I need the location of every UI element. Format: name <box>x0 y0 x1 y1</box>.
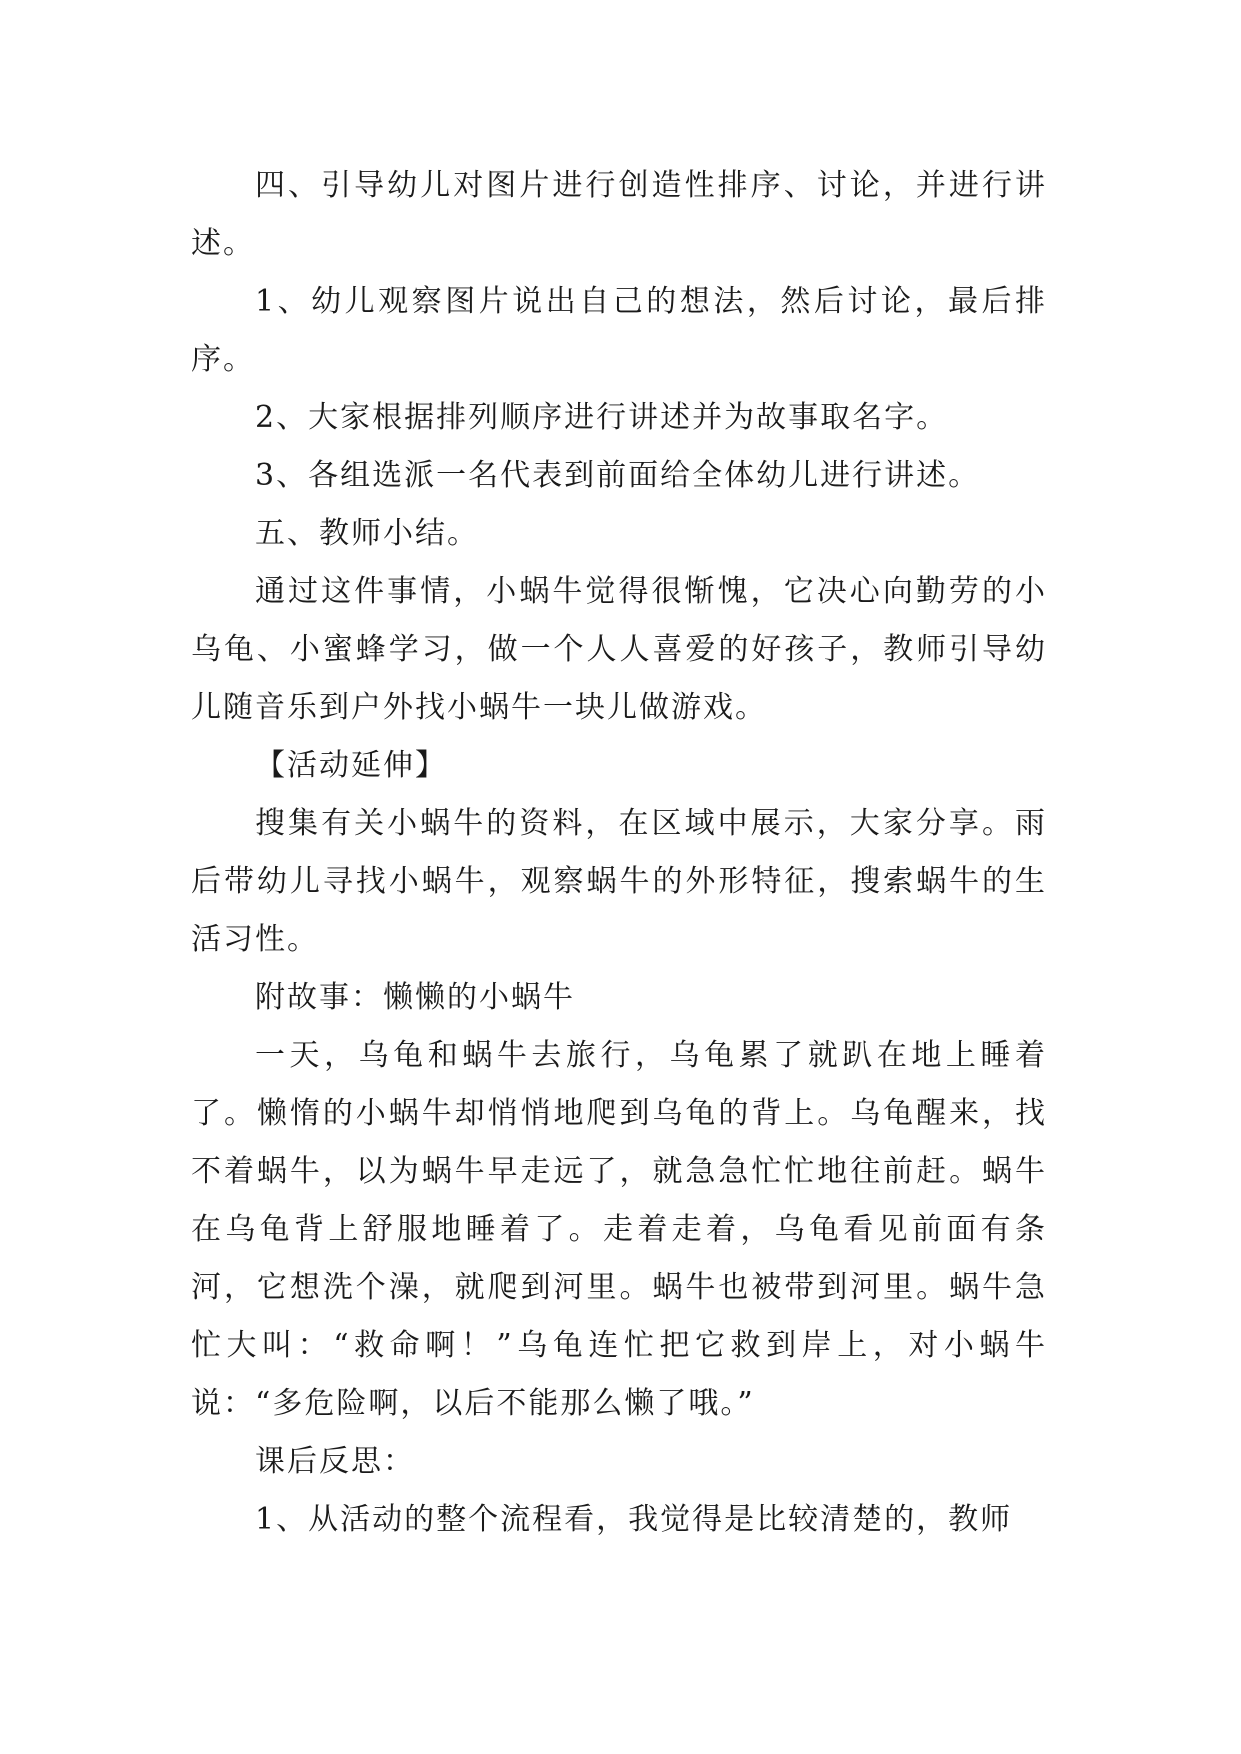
step-item-2: 2、大家根据排列顺序进行讲述并为故事取名字。 <box>255 400 949 435</box>
step-item-1: 1、幼儿观察图片说出自己的想法，然后讨论，最后排序。 <box>191 284 1047 377</box>
extension-heading: 【活动延伸】 <box>255 748 447 783</box>
reflection-item-1: 1、从活动的整个流程看，我觉得是比较清楚的，教师 <box>255 1502 1013 1537</box>
step-item-3: 3、各组选派一名代表到前面给全体幼儿进行讲述。 <box>255 458 981 493</box>
extension-paragraph: 搜集有关小蜗牛的资料，在区域中展示，大家分享。雨后带幼儿寻找小蜗牛，观察蜗牛的外形特征，搜索蜗牛的生活习性。 <box>191 806 1047 957</box>
section-heading-five: 五、教师小结。 <box>255 516 479 551</box>
document-body <box>191 157 1047 1549</box>
story-title: 附故事：懒懒的小蜗牛 <box>255 980 575 1015</box>
section-heading-four: 四、引导幼儿对图片进行创造性排序、讨论，并进行讲述。 <box>191 168 1047 261</box>
summary-paragraph: 通过这件事情，小蜗牛觉得很惭愧，它决心向勤劳的小乌龟、小蜜蜂学习，做一个人人喜爱的好孩子，教师引导幼儿随音乐到户外找小蜗牛一块儿做游戏。 <box>191 574 1047 725</box>
reflection-heading: 课后反思： <box>255 1444 415 1479</box>
story-paragraph: 一天，乌龟和蜗牛去旅行，乌龟累了就趴在地上睡着了。懒惰的小蜗牛却悄悄地爬到乌龟的背上。乌龟醒来，找不着蜗牛，以为蜗牛早走远了，就急急忙忙地往前赶。蜗牛在乌龟背上舒服地睡着了。走着走着，乌龟看见前面有条河，它想洗个澡，就爬到河里。蜗牛也被带到河里。蜗牛急忙大叫：“救命啊！”乌龟连忙把它救到岸上，对小蜗牛说：“多危险啊，以后不能那么懒了哦。” <box>191 1038 1047 1421</box>
